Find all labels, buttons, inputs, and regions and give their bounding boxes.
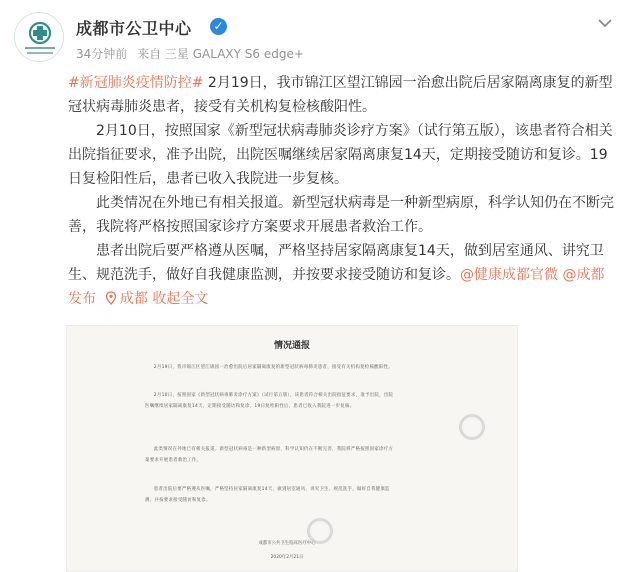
post-time[interactable]: 34分钟前	[76, 47, 128, 61]
post-source: 来自 三星 GALAXY S6 edge+	[137, 47, 304, 61]
paragraph-2: 2月10日，按照国家《新型冠状病毒肺炎诊疗方案》（试行第五版），该患者符合相关出院指征要求，准予出院，出院医嘱继续居家隔离康复14天，定期接受随访和复诊。19日复检阳性后，患者已收入我院进一步复核。	[68, 123, 613, 187]
document-paragraph: 患者出院后要严格遵从医嘱，严格坚持居家隔离康复14天，做到居室通风、讲究卫生、规范洗手，做好自我健康监测，并按要求接受随访和复诊。	[145, 487, 390, 503]
collapse-text-button[interactable]: 收起全文	[152, 291, 209, 307]
document-paragraph: 此类情况在外地已有相关报道。新型冠状病毒是一种新型病原，科学认知仍在不断完善，我院将严格按照国家诊疗方案要求开展患者救治工作。	[145, 447, 394, 463]
post-image[interactable]	[66, 325, 518, 572]
document-date: 2020年2月21日	[270, 555, 304, 560]
document-signature: 成都市公共卫生临床医疗中心	[258, 541, 316, 546]
watermark-logo-icon	[459, 414, 485, 440]
paragraph-1: #新冠肺炎疫情防控# 2月19日，我市锦江区望江锦园一治愈出院后居家隔离康复的新型冠状病毒肺炎患者，接受有关机构复检核酸阳性。	[68, 75, 613, 115]
author-name[interactable]: 成都市公卫中心	[76, 19, 192, 38]
mention-chengdu-fabu[interactable]: @成都发布	[68, 267, 605, 307]
avatar[interactable]	[14, 12, 64, 62]
mention-jiankang-chengdu[interactable]: @健康成都官微	[460, 267, 558, 283]
notice-document	[67, 326, 517, 572]
location-link[interactable]: 成都	[105, 291, 148, 307]
document-paragraph: 2月19日，我市锦江区望江锦园一治愈出院后居家隔离康复的新型冠状病毒肺炎患者，接受有关机构复检核酸阳性。	[153, 365, 393, 370]
post-content	[68, 71, 616, 311]
hospital-logo-icon	[15, 13, 64, 62]
paragraph-3: 此类情况在外地已有相关报道。新型冠状病毒是一种新型病原，科学认知仍在不断完善，我院将严格按照国家诊疗方案要求开展患者救治工作。	[68, 195, 614, 235]
chevron-down-icon[interactable]	[594, 12, 616, 34]
document-paragraph: 2月10日，按照国家《新型冠状病毒肺炎诊疗方案》（试行第五版），该患者符合相关出院指征要求，准予出院，出院医嘱继续居家隔离康复14天，定期接受随访和复诊。19日复检阳性后，患者已收入我院进一步复核。	[145, 393, 394, 409]
watermark-logo-icon	[307, 518, 333, 544]
post-header	[14, 10, 620, 64]
document-title: 情况通报	[273, 341, 310, 351]
location-pin-icon	[105, 291, 117, 305]
verified-badge-icon: ✓	[210, 18, 227, 35]
hashtag-link[interactable]: #新冠肺炎疫情防控#	[68, 75, 204, 91]
post-meta	[76, 45, 310, 62]
paragraph-4: 患者出院后要严格遵从医嘱，严格坚持居家隔离康复14天，做到居室通风、讲究卫生、规范洗手，做好自我健康监测，并按要求接受随访和复诊。@健康成都官微 @成都发布 成都 收起全文	[68, 243, 605, 307]
